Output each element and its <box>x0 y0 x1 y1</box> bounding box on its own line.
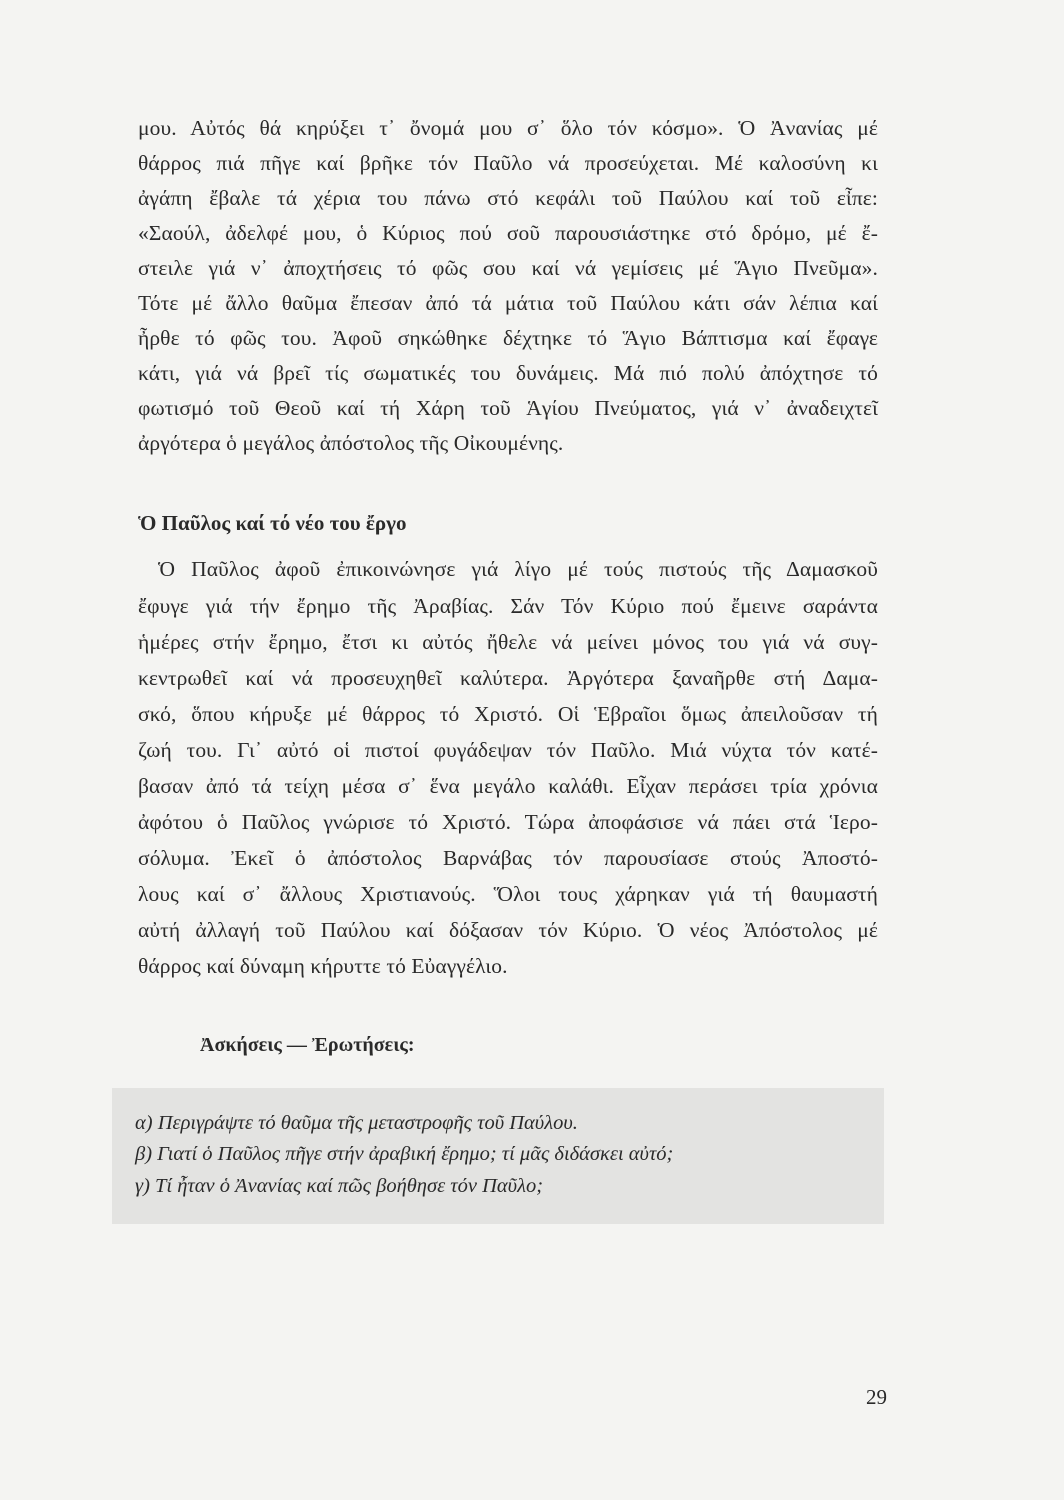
page-number: 29 <box>866 1385 887 1409</box>
text-line: σκό, ὅπου κήρυξε μέ θάρρος τό Χριστό. Οἱ Ἑβραῖοι ὅμως ἀπειλοῦσαν τή <box>138 702 878 726</box>
text-line: κάτι, γιά νά βρεῖ τίς σωματικές του δυνάμεις. Μά πιό πολύ ἀπόχτησε τό <box>138 361 878 385</box>
text-line: ἀγάπη ἔβαλε τά χέρια του πάνω στό κεφάλι τοῦ Παύλου καί τοῦ εἶπε: <box>138 186 878 210</box>
text-line: ἀργότερα ὁ μεγάλος ἀπόστολος τῆς Οἰκουμένης. <box>138 431 564 455</box>
text-line: «Σαούλ, ἀδελφέ μου, ὁ Κύριος πού σοῦ παρουσιάστηκε στό δρόμο, μέ ἔ- <box>138 221 878 245</box>
exercise-item: β) Γιατί ὁ Παῦλος πῆγε στήν ἀραβική ἔρημο; τί μᾶς διδάσκει αὐτό; <box>135 1143 674 1165</box>
exercise-item: α) Περιγράψτε τό θαῦμα τῆς μεταστροφῆς τοῦ Παύλου. <box>135 1112 578 1134</box>
text-line: ζωή του. Γι᾽ αὐτό οἱ πιστοί φυγάδεψαν τόν Παῦλο. Μιά νύχτα τόν κατέ- <box>138 738 878 762</box>
text-line: θάρρος καί δύναμη κήρυττε τό Εὐαγγέλιο. <box>138 954 508 978</box>
text-line: αὐτή ἀλλαγή τοῦ Παύλου καί δόξασαν τόν Κύριο. Ὁ νέος Ἀπόστολος μέ <box>138 918 878 942</box>
exercise-item: γ) Τί ἦταν ὁ Ἀνανίας καί πῶς βοήθησε τόν Παῦλο; <box>135 1175 544 1197</box>
text-line: στειλε γιά ν᾽ ἀποχτήσεις τό φῶς σου καί νά γεμίσεις μέ Ἅγιο Πνεῦμα». <box>138 256 878 280</box>
text-line: κεντρωθεῖ καί νά προσευχηθεῖ καλύτερα. Ἀργότερα ξαναῆρθε στή Δαμα- <box>138 666 878 690</box>
text-line: βασαν ἀπό τά τείχη μέσα σ᾽ ἕνα μεγάλο καλάθι. Εἶχαν περάσει τρία χρόνια <box>138 774 878 798</box>
exercises-heading: Ἀσκήσεις — Ἐρωτήσεις: <box>200 1034 415 1056</box>
text-line: σόλυμα. Ἐκεῖ ὁ ἀπόστολος Βαρνάβας τόν παρουσίασε στούς Ἀποστό- <box>138 846 878 870</box>
text-line: Ὁ Παῦλος ἀφοῦ ἐπικοινώνησε γιά λίγο μέ τούς πιστούς τῆς Δαμασκοῦ <box>158 557 878 581</box>
text-line: ἀφότου ὁ Παῦλος γνώρισε τό Χριστό. Τώρα ἀποφάσισε νά πάει στά Ἱερο- <box>138 810 878 834</box>
text-line: μου. Αὐτός θά κηρύξει τ᾽ ὄνομά μου σ᾽ ὅλο τόν κόσμο». Ὁ Ἀνανίας μέ <box>138 116 878 140</box>
text-line: φωτισμό τοῦ Θεοῦ καί τή Χάρη τοῦ Ἁγίου Πνεύματος, γιά ν᾽ ἀναδειχτεῖ <box>138 396 878 420</box>
text-line: Τότε μέ ἄλλο θαῦμα ἔπεσαν ἀπό τά μάτια τοῦ Παύλου κάτι σάν λέπια καί <box>138 291 878 315</box>
text-line: ἡμέρες στήν ἔρημο, ἔτσι κι αὐτός ἤθελε νά μείνει μόνος του γιά νά συγ- <box>138 630 878 654</box>
text-line: ἦρθε τό φῶς του. Ἀφοῦ σηκώθηκε δέχτηκε τό Ἅγιο Βάπτισμα καί ἔφαγε <box>138 326 878 350</box>
text-line: λους καί σ᾽ ἄλλους Χριστιανούς. Ὅλοι τους χάρηκαν γιά τή θαυμαστή <box>138 882 878 906</box>
text-line: ἔφυγε γιά τήν ἔρημο τῆς Ἀραβίας. Σάν Τόν Κύριο πού ἔμεινε σαράντα <box>138 594 878 618</box>
text-line: θάρρος πιά πῆγε καί βρῆκε τόν Παῦλο νά προσεύχεται. Μέ καλοσύνη κι <box>138 151 878 175</box>
section-heading: Ὁ Παῦλος καί τό νέο του ἔργο <box>138 511 407 535</box>
